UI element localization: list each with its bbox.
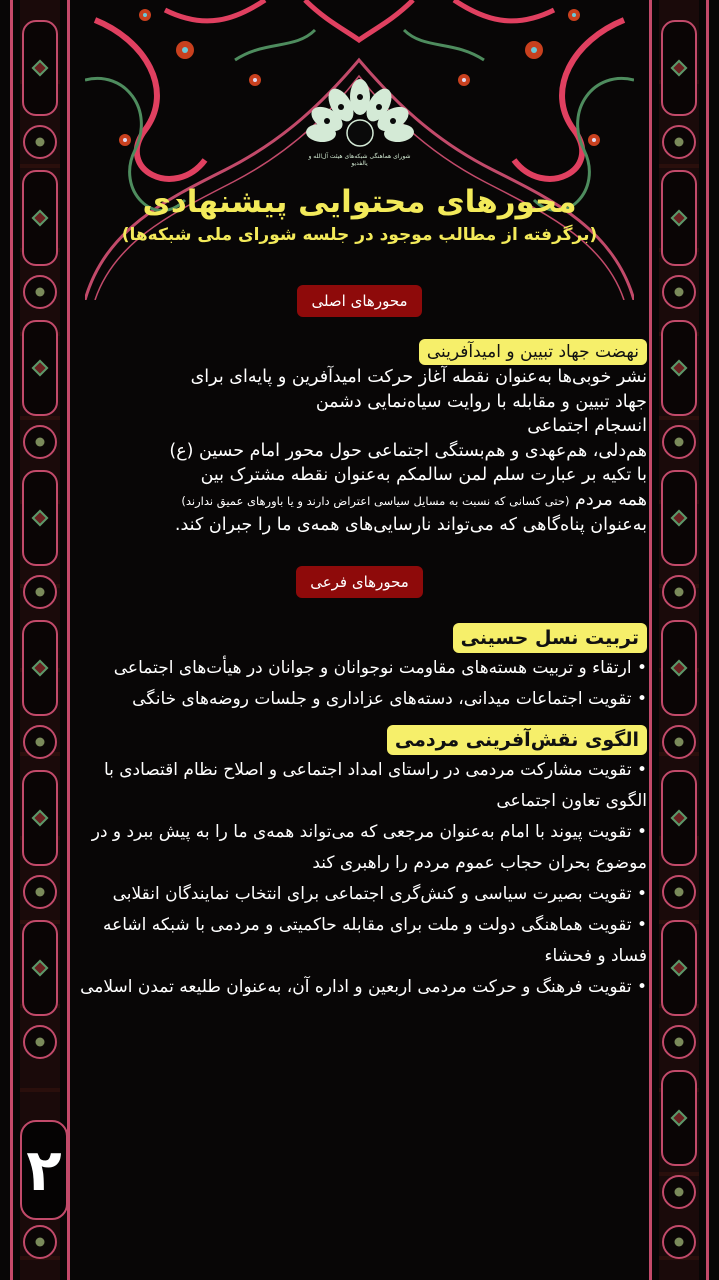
- ornament-medallion-icon: [661, 470, 697, 566]
- right-ornamental-border: [649, 0, 709, 1280]
- ornament-medallion-icon: [22, 620, 58, 716]
- ornament-rosette-icon: [23, 1225, 57, 1259]
- ornament-rosette-icon: [662, 425, 696, 459]
- ornament-medallion-icon: [22, 920, 58, 1016]
- section-heading: تربیت نسل حسینی: [453, 623, 647, 653]
- ornament-rosette-icon: [23, 425, 57, 459]
- bullet-item: • تقویت اجتماعات میدانی، دسته‌های عزاداری و جلسات روضه‌های خانگی: [72, 684, 647, 715]
- ornament-rosette-icon: [23, 575, 57, 609]
- page-number: ۲: [20, 1120, 68, 1220]
- ornament-rosette-icon: [23, 875, 57, 909]
- ornament-rosette-icon: [662, 575, 696, 609]
- bullet-item: • تقویت هماهنگی دولت و ملت برای مقابله حاکمیتی و مردمی با شبکه اشاعه فساد و فحشاء: [72, 910, 647, 972]
- ornament-medallion-icon: [22, 770, 58, 866]
- bullet-item: • تقویت پیوند با امام به‌عنوان مرجعی که می‌تواند همه‌ی ما را به پیش ببرد و در موضوع بحران حجاب عموم مردم را راهبری کند: [72, 817, 647, 879]
- paragraph-line: جهاد تبیین و مقابله با روایت سیاه‌نمایی دشمن: [315, 391, 647, 412]
- ornament-rosette-icon: [662, 125, 696, 159]
- bullet-item: • تقویت فرهنگ و حرکت مردمی اربعین و اداره آن، به‌عنوان طلیعه تمدن اسلامی: [72, 972, 647, 1003]
- left-ornamental-border: [10, 0, 70, 1280]
- border-rail: [706, 0, 709, 1280]
- ornament-medallion-icon: [661, 770, 697, 866]
- paragraph-line: هم‌دلی، هم‌عهدی و هم‌بستگی اجتماعی حول محور امام حسین (ع): [169, 440, 647, 461]
- ornament-medallion-icon: [22, 470, 58, 566]
- page-title: محورهای محتوایی پیشنهادی: [142, 184, 577, 220]
- section-heading: نهضت جهاد تبیین و امیدآفرینی: [419, 339, 647, 365]
- ornament-rosette-icon: [662, 1225, 696, 1259]
- paragraph-line: به‌عنوان پناه‌گاهی که می‌تواند نارسایی‌های همه‌ی ما را جبران کند.: [174, 515, 647, 535]
- main-axes-tag: محورهای اصلی: [297, 285, 421, 317]
- bullet-item: • ارتقاء و تربیت هسته‌های مقاومت نوجوانان و جوانان در هیأت‌های اجتماعی: [72, 653, 647, 684]
- page-subtitle: (برگرفته از مطالب موجود در جلسه شورای ملی شبکه‌ها): [121, 225, 598, 245]
- ornament-rosette-icon: [662, 725, 696, 759]
- ornament-medallion-icon: [661, 170, 697, 266]
- ornament-rosette-icon: [662, 875, 696, 909]
- bullet-item: • تقویت مشارکت مردمی در راستای امداد اجتماعی و اصلاح نظام اقتصادی با الگوی تعاون اجتماعی: [72, 755, 647, 817]
- ornament-medallion-icon: [22, 170, 58, 266]
- paragraph-line: انسجام اجتماعی: [527, 416, 647, 436]
- border-rail: [67, 0, 70, 1280]
- paragraph-line: با تکیه بر عبارت سلم لمن سالمکم به‌عنوان نقطه مشترک بین: [200, 465, 647, 485]
- ornament-rosette-icon: [23, 125, 57, 159]
- sub-axis-section: [72, 725, 647, 1003]
- logo-caption: شورای هماهنگی شبکه‌های هیئت آل‌الله و یالفدیو: [308, 153, 411, 167]
- ornament-rosette-icon: [662, 1025, 696, 1059]
- content-area: [72, 180, 647, 1280]
- ornament-medallion-icon: [661, 20, 697, 116]
- ornament-rosette-icon: [662, 275, 696, 309]
- bullet-item: • تقویت بصیرت سیاسی و کنش‌گری اجتماعی برای انتخاب نمایندگان انقلابی: [72, 879, 647, 910]
- sub-axis-section: [72, 623, 647, 715]
- ornament-medallion-icon: [661, 620, 697, 716]
- paragraph-line: [72, 488, 647, 514]
- lotus-logo-icon: [305, 75, 415, 153]
- ornament-medallion-icon: [22, 320, 58, 416]
- main-axis-section: [72, 339, 647, 538]
- ornament-rosette-icon: [23, 275, 57, 309]
- people-text: همه مردم: [575, 489, 647, 510]
- ornament-rosette-icon: [662, 1175, 696, 1209]
- ornament-rosette-icon: [23, 1025, 57, 1059]
- paragraph-line: نشر خوبی‌ها به‌عنوان نقطه آغاز حرکت امیدآفرین و پایه‌ای برای: [190, 367, 647, 387]
- sub-axes-tag: محورهای فرعی: [296, 566, 423, 598]
- border-rail: [10, 0, 13, 1280]
- border-rail: [649, 0, 652, 1280]
- ornament-medallion-icon: [661, 1070, 697, 1166]
- parenthetical-note: (حتی کسانی که نسبت به مسایل سیاسی اعتراض دارند و یا باورهای عمیق ندارند): [181, 493, 570, 508]
- ornament-medallion-icon: [661, 920, 697, 1016]
- section-heading: الگوی نقش‌آفرینی مردمی: [387, 725, 647, 755]
- ornament-medallion-icon: [22, 20, 58, 116]
- organization-logo: [305, 75, 415, 165]
- ornament-medallion-icon: [661, 320, 697, 416]
- ornament-rosette-icon: [23, 725, 57, 759]
